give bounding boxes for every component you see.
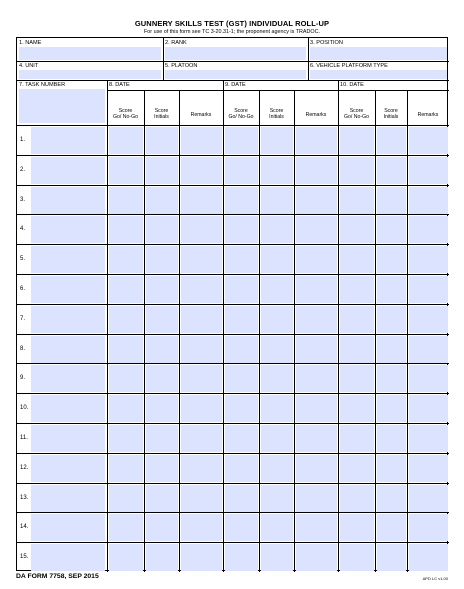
- table-row-divider: [17, 423, 449, 424]
- table-col-divider: [107, 80, 108, 572]
- table-cell-input[interactable]: [146, 246, 178, 273]
- table-cell-input[interactable]: [146, 544, 178, 571]
- field-label: 2. RANK: [165, 40, 187, 46]
- row-number: 10.: [20, 405, 29, 411]
- table-cell-input[interactable]: [340, 127, 374, 154]
- field-input-5[interactable]: [165, 70, 306, 79]
- table-cell-input[interactable]: [261, 187, 293, 214]
- form-frame: [16, 37, 448, 571]
- table-cell-input[interactable]: [340, 425, 374, 452]
- table-cell-input[interactable]: [181, 127, 222, 154]
- table-cell-input[interactable]: [261, 246, 293, 273]
- row-number: 9.: [20, 375, 26, 381]
- table-subcol-divider: [294, 90, 295, 572]
- row-number: 4.: [20, 226, 26, 232]
- table-subcol-divider: [407, 90, 408, 572]
- table-cell-input[interactable]: [181, 216, 222, 243]
- table-cell-input[interactable]: [340, 455, 374, 482]
- table-cell-input[interactable]: [261, 514, 293, 541]
- table-cell-input[interactable]: [409, 127, 448, 154]
- table-cell-input[interactable]: [109, 544, 143, 571]
- table-cell-input[interactable]: [409, 306, 448, 333]
- table-cell-input[interactable]: [181, 544, 222, 571]
- row-number: 15.: [20, 554, 29, 560]
- table-cell-input[interactable]: [409, 336, 448, 363]
- table-col-divider: [223, 80, 224, 572]
- row-number: 14.: [20, 524, 29, 530]
- table-cell-input[interactable]: [377, 246, 406, 273]
- table-cell-input[interactable]: [296, 544, 337, 571]
- row-number: 5.: [20, 256, 26, 262]
- table-cell-input[interactable]: [377, 425, 406, 452]
- table-cell-input[interactable]: [109, 336, 143, 363]
- table-cell-input[interactable]: [296, 216, 337, 243]
- column-subheader: Score Initials: [383, 108, 399, 120]
- table-header-divider: [107, 90, 449, 91]
- row-number: 8.: [20, 346, 26, 352]
- date-header: 8. DATE: [109, 82, 130, 88]
- field-input-3[interactable]: [310, 47, 447, 60]
- row-number: 7.: [20, 316, 26, 322]
- field-label: 4. UNIT: [19, 63, 39, 69]
- table-row-divider: [17, 185, 449, 186]
- table-cell-input[interactable]: [181, 485, 222, 512]
- table-cell-input[interactable]: [377, 306, 406, 333]
- table-row-divider: [17, 214, 449, 215]
- table-cell-input[interactable]: [109, 306, 143, 333]
- table-cell-input[interactable]: [261, 127, 293, 154]
- task-number-input[interactable]: [31, 157, 105, 184]
- table-cell-input[interactable]: [296, 187, 337, 214]
- task-number-input[interactable]: [31, 544, 105, 571]
- table-cell-input[interactable]: [377, 127, 406, 154]
- table-cell-input[interactable]: [261, 365, 293, 392]
- table-cell-input[interactable]: [377, 395, 406, 422]
- table-cell-input[interactable]: [296, 336, 337, 363]
- table-cell-input[interactable]: [340, 306, 374, 333]
- table-cell-input[interactable]: [409, 276, 448, 303]
- field-input-2[interactable]: [165, 47, 306, 60]
- table-cell-input[interactable]: [146, 425, 178, 452]
- task-number-input[interactable]: [31, 455, 105, 482]
- field-input-6[interactable]: [310, 70, 447, 79]
- table-cell-input[interactable]: [109, 216, 143, 243]
- table-cell-input[interactable]: [109, 455, 143, 482]
- table-row-divider: [17, 274, 449, 275]
- column-subheader: Score Initials: [269, 108, 284, 120]
- table-cell-input[interactable]: [340, 485, 374, 512]
- table-cell-input[interactable]: [109, 395, 143, 422]
- table-cell-input[interactable]: [146, 187, 178, 214]
- table-cell-input[interactable]: [225, 306, 258, 333]
- task-number-input[interactable]: [31, 395, 105, 422]
- table-cell-input[interactable]: [340, 246, 374, 273]
- table-subcol-divider: [375, 90, 376, 572]
- table-cell-input[interactable]: [109, 246, 143, 273]
- table-col-divider: [338, 80, 339, 572]
- task-number-input[interactable]: [31, 425, 105, 452]
- column-subheader: Score Go/ No-Go: [112, 108, 139, 120]
- header-col-divider: [163, 38, 164, 80]
- header-col-divider: [308, 38, 309, 80]
- table-cell-input[interactable]: [377, 187, 406, 214]
- table-cell-input[interactable]: [225, 216, 258, 243]
- table-cell-input[interactable]: [261, 485, 293, 512]
- table-cell-input[interactable]: [377, 544, 406, 571]
- table-cell-input[interactable]: [225, 276, 258, 303]
- table-cell-input[interactable]: [409, 514, 448, 541]
- table-cell-input[interactable]: [261, 395, 293, 422]
- table-cell-input[interactable]: [109, 276, 143, 303]
- table-cell-input[interactable]: [225, 544, 258, 571]
- table-cell-input[interactable]: [340, 365, 374, 392]
- table-cell-input[interactable]: [109, 365, 143, 392]
- task-header-fill[interactable]: [19, 89, 105, 123]
- table-cell-input[interactable]: [225, 187, 258, 214]
- table-cell-input[interactable]: [296, 306, 337, 333]
- table-cell-input[interactable]: [296, 127, 337, 154]
- table-cell-input[interactable]: [181, 246, 222, 273]
- table-cell-input[interactable]: [109, 485, 143, 512]
- field-label: 6. VEHICLE PLATFORM TYPE: [310, 63, 388, 69]
- table-row-divider: [17, 363, 449, 364]
- table-subcol-divider: [144, 90, 145, 572]
- table-cell-input[interactable]: [225, 365, 258, 392]
- form-subtitle: For use of this form see TC 3-20.31-1; the proponent agency is TRADOC.: [144, 29, 320, 35]
- table-cell-input[interactable]: [377, 276, 406, 303]
- table-cell-input[interactable]: [296, 425, 337, 452]
- table-cell-input[interactable]: [409, 216, 448, 243]
- table-cell-input[interactable]: [296, 276, 337, 303]
- table-cell-input[interactable]: [225, 395, 258, 422]
- row-number: 11.: [20, 435, 28, 441]
- table-cell-input[interactable]: [146, 157, 178, 184]
- table-cell-input[interactable]: [181, 306, 222, 333]
- table-cell-input[interactable]: [181, 157, 222, 184]
- row-number: 1.: [20, 137, 26, 143]
- task-number-input[interactable]: [31, 187, 105, 214]
- date-header: 9. DATE: [225, 82, 246, 88]
- table-cell-input[interactable]: [146, 485, 178, 512]
- table-cell-input[interactable]: [225, 127, 258, 154]
- row-number: 2.: [20, 167, 26, 173]
- column-subheader: Score Go/ No-Go: [343, 108, 370, 120]
- task-number-input[interactable]: [31, 365, 105, 392]
- table-cell-input[interactable]: [181, 514, 222, 541]
- table-cell-input[interactable]: [340, 187, 374, 214]
- table-row-divider: [17, 334, 449, 335]
- column-subheader: Score Go/ No-Go: [228, 108, 254, 120]
- field-input-1[interactable]: [19, 47, 161, 60]
- table-cell-input[interactable]: [409, 485, 448, 512]
- table-cell-input[interactable]: [146, 455, 178, 482]
- table-cell-input[interactable]: [261, 544, 293, 571]
- field-label: 1. NAME: [19, 40, 42, 46]
- table-cell-input[interactable]: [377, 336, 406, 363]
- table-cell-input[interactable]: [261, 276, 293, 303]
- table-row-divider: [17, 244, 449, 245]
- row-number: 13.: [20, 495, 29, 501]
- form-number: DA FORM 7758, SEP 2015: [16, 573, 99, 580]
- table-cell-input[interactable]: [296, 514, 337, 541]
- table-cell-input[interactable]: [181, 395, 222, 422]
- table-cell-input[interactable]: [261, 336, 293, 363]
- table-cell-input[interactable]: [409, 455, 448, 482]
- table-cell-input[interactable]: [409, 395, 448, 422]
- column-subheader: Remarks: [417, 112, 439, 118]
- table-row-divider: [17, 304, 449, 305]
- table-cell-input[interactable]: [296, 246, 337, 273]
- table-cell-input[interactable]: [146, 514, 178, 541]
- table-cell-input[interactable]: [109, 425, 143, 452]
- table-cell-input[interactable]: [146, 395, 178, 422]
- date-header: 10. DATE: [340, 82, 364, 88]
- form-version: APD LC v1.00: [422, 576, 448, 581]
- table-cell-input[interactable]: [409, 246, 448, 273]
- table-cell-input[interactable]: [340, 157, 374, 184]
- table-cell-input[interactable]: [261, 157, 293, 184]
- form-title: GUNNERY SKILLS TEST (GST) INDIVIDUAL ROLL-UP: [134, 19, 330, 28]
- table-cell-input[interactable]: [146, 276, 178, 303]
- table-row-divider: [17, 512, 449, 513]
- task-number-input[interactable]: [31, 276, 105, 303]
- header-divider: [17, 80, 449, 81]
- table-cell-input[interactable]: [296, 455, 337, 482]
- table-cell-input[interactable]: [409, 544, 448, 571]
- column-subheader: Remarks: [305, 112, 327, 118]
- table-cell-input[interactable]: [409, 187, 448, 214]
- table-cell-input[interactable]: [181, 276, 222, 303]
- table-cell-input[interactable]: [296, 157, 337, 184]
- table-cell-input[interactable]: [146, 306, 178, 333]
- table-cell-input[interactable]: [409, 365, 448, 392]
- task-number-input[interactable]: [31, 216, 105, 243]
- field-label: 3. POSITION: [310, 40, 343, 46]
- table-cell-input[interactable]: [377, 365, 406, 392]
- table-subcol-divider: [259, 90, 260, 572]
- table-subcol-divider: [179, 90, 180, 572]
- table-row-divider: [17, 393, 449, 394]
- table-cell-input[interactable]: [109, 157, 143, 184]
- header-divider: [17, 61, 449, 62]
- table-row-divider: [17, 483, 449, 484]
- table-cell-input[interactable]: [181, 365, 222, 392]
- table-cell-input[interactable]: [377, 514, 406, 541]
- table-row-divider: [17, 542, 449, 543]
- table-cell-input[interactable]: [181, 336, 222, 363]
- table-cell-input[interactable]: [377, 157, 406, 184]
- table-cell-input[interactable]: [225, 485, 258, 512]
- task-number-input[interactable]: [31, 485, 105, 512]
- table-row-divider: [17, 453, 449, 454]
- table-cell-input[interactable]: [181, 455, 222, 482]
- table-cell-input[interactable]: [377, 485, 406, 512]
- table-cell-input[interactable]: [409, 157, 448, 184]
- table-cell-input[interactable]: [225, 157, 258, 184]
- table-cell-input[interactable]: [146, 336, 178, 363]
- row-number: 3.: [20, 197, 26, 203]
- row-number: 6.: [20, 286, 26, 292]
- table-cell-input[interactable]: [225, 425, 258, 452]
- row-number: 12.: [20, 465, 29, 471]
- table-cell-input[interactable]: [109, 127, 143, 154]
- table-cell-input[interactable]: [225, 336, 258, 363]
- table-cell-input[interactable]: [409, 425, 448, 452]
- column-subheader: Remarks: [190, 112, 212, 118]
- table-row-divider: [17, 155, 449, 156]
- task-number-input[interactable]: [31, 246, 105, 273]
- field-input-4[interactable]: [19, 70, 161, 79]
- table-cell-input[interactable]: [296, 365, 337, 392]
- table-cell-input[interactable]: [296, 485, 337, 512]
- task-number-input[interactable]: [31, 306, 105, 333]
- field-label: 5. PLATOON: [165, 63, 198, 69]
- task-number-header: 7. TASK NUMBER: [19, 82, 66, 88]
- table-cell-input[interactable]: [261, 306, 293, 333]
- table-cell-input[interactable]: [181, 187, 222, 214]
- table-cell-input[interactable]: [340, 216, 374, 243]
- table-cell-input[interactable]: [340, 336, 374, 363]
- table-cell-input[interactable]: [146, 127, 178, 154]
- table-cell-input[interactable]: [261, 455, 293, 482]
- table-cell-input[interactable]: [261, 216, 293, 243]
- table-cell-input[interactable]: [225, 514, 258, 541]
- table-cell-input[interactable]: [261, 425, 293, 452]
- table-cell-input[interactable]: [340, 395, 374, 422]
- table-cell-input[interactable]: [146, 216, 178, 243]
- task-number-input[interactable]: [31, 336, 105, 363]
- column-subheader: Score Initials: [154, 108, 169, 120]
- table-cell-input[interactable]: [377, 455, 406, 482]
- table-cell-input[interactable]: [377, 216, 406, 243]
- task-number-input[interactable]: [31, 514, 105, 541]
- table-cell-input[interactable]: [340, 276, 374, 303]
- task-number-input[interactable]: [31, 127, 105, 154]
- table-header-divider: [17, 125, 449, 126]
- table-cell-input[interactable]: [109, 187, 143, 214]
- table-cell-input[interactable]: [109, 514, 143, 541]
- table-cell-input[interactable]: [225, 455, 258, 482]
- table-cell-input[interactable]: [146, 365, 178, 392]
- table-cell-input[interactable]: [340, 514, 374, 541]
- table-cell-input[interactable]: [225, 246, 258, 273]
- table-cell-input[interactable]: [296, 395, 337, 422]
- table-cell-input[interactable]: [181, 425, 222, 452]
- table-cell-input[interactable]: [340, 544, 374, 571]
